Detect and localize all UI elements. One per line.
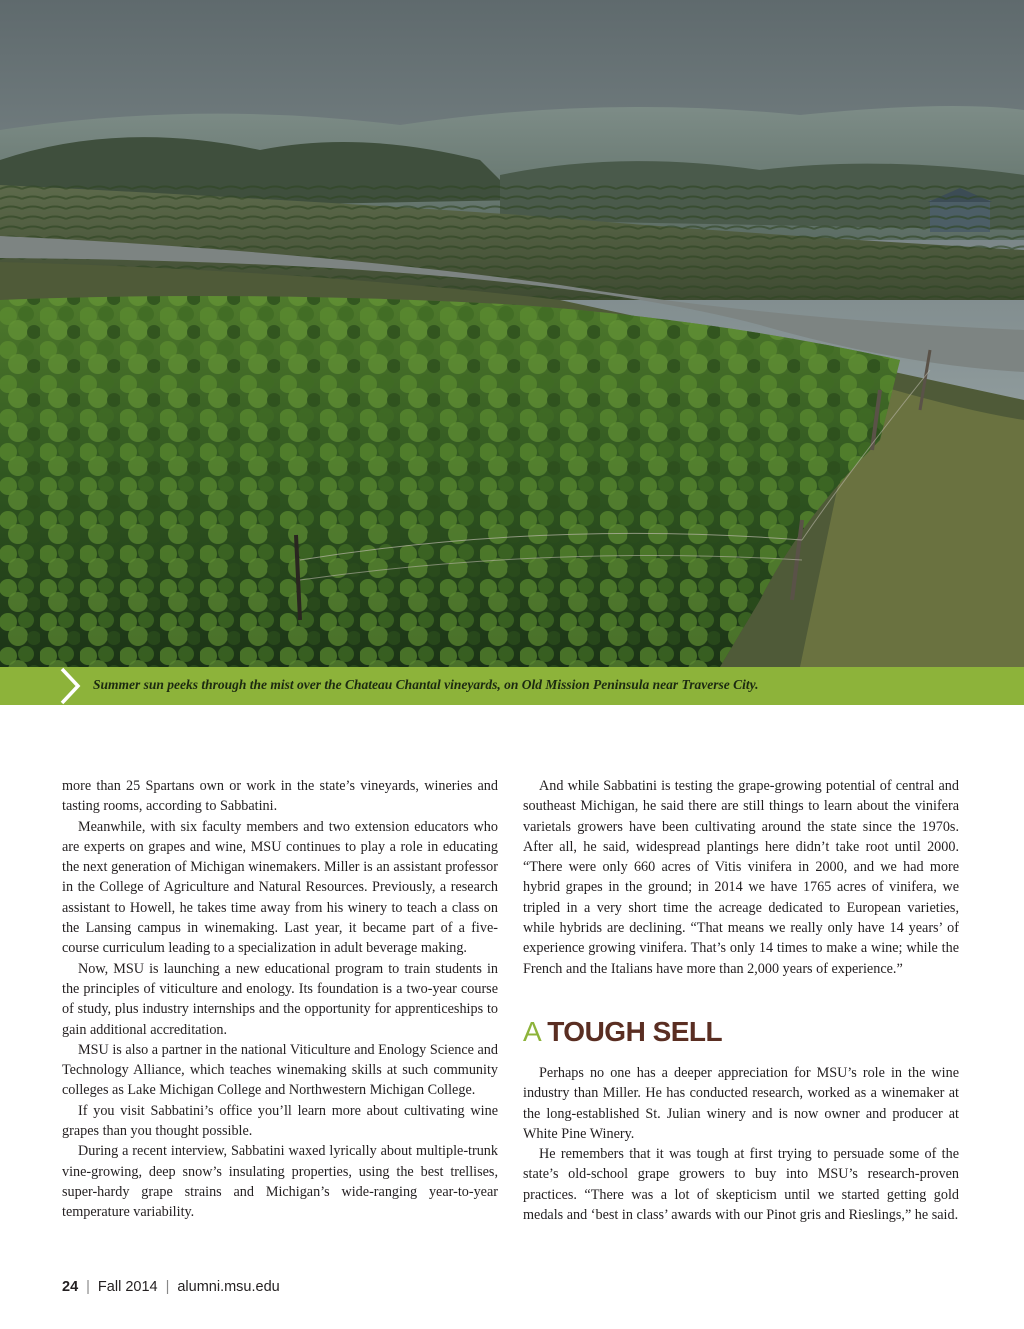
issue-label: Fall 2014 — [97, 1279, 158, 1295]
body-paragraph: And while Sabbatini is testing the grape-growing potential of central and southeast Michigan, he said there are still things to learn about the vinifera varietals growers have been cultivating around the state since the 1970s. After all, he said, widespread plantings here didn’t take root until 2000. “There were only 660 acres of Vitis vinifera in 2000, and we had more hybrid grapes in the ground; in 2014 we have 1765 acres of vinifera, we tripled in a very short time the acreage dedicated to European varieties, while hybrids are declining. “That means we really only have 14 years’ of experience growing vinifera. That’s only 14 times to make a wine; while the French and the Italians have more than 2,000 years of experience.” — [523, 778, 959, 977]
section-heading-article: A — [523, 1015, 542, 1047]
website-link[interactable]: alumni.msu.edu — [177, 1279, 280, 1295]
body-paragraph: He remembers that it was tough at first trying to persuade some of the state’s old-school grape growers to buy into MSU’s research-proven practices. “There was a lot of skepticism until we started getting gold medals and ‘best in class’ awards with our Pinot gris and Rieslings,” he said. — [523, 1146, 959, 1224]
body-paragraph: If you visit Sabbatini’s office you’ll learn more about cultivating wine grapes than you thought possible. — [62, 1102, 498, 1140]
chevron-right-icon — [60, 667, 84, 705]
right-column — [523, 776, 959, 1225]
footer-separator: | — [165, 1279, 170, 1295]
body-paragraph: MSU is also a partner in the national Viticulture and Enology Science and Technology Alliance, which teaches winemaking skills at such community colleges as Lake Michigan College and Northwestern Michigan College. — [62, 1041, 498, 1099]
body-paragraph: Perhaps no one has a deeper appreciation for MSU’s role in the wine industry than Miller. He has conducted research, worked as a winemaker at the long-established St. Julian winery and is now owner and producer at White Pine Winery. — [523, 1064, 959, 1142]
left-column — [62, 776, 498, 1223]
section-heading — [523, 1015, 959, 1049]
body-paragraph: Meanwhile, with six faculty members and two extension educators who are experts on grapes and wine, MSU continues to play a role in educating the next generation of Michigan winemakers. Miller is an assistant professor in the College of Agriculture and Natural Resources. Previously, a research assistant to Howell, he takes time away from his winery to teach a class on the Lansing campus in winemaking. Last year, it became part of a five-course curriculum leading to a specialization in adult beverage making. — [62, 818, 498, 957]
body-paragraph: Now, MSU is launching a new educational program to train students in the principles of viticulture and enology. Its foundation is a two-year course of study, plus industry internships and the opportunity for apprenticeships to gain additional accreditation. — [62, 960, 498, 1038]
section-heading-title: TOUGH SELL — [547, 1015, 723, 1047]
page-footer — [62, 1279, 280, 1295]
footer-separator: | — [86, 1279, 90, 1295]
body-paragraph: more than 25 Spartans own or work in the state’s vineyards, wineries and tasting rooms, according to Sabbatini. — [62, 778, 498, 815]
photo-caption: Summer sun peeks through the mist over the Chateau Chantal vineyards, on Old Mission Peninsula near Traverse City. — [93, 677, 759, 692]
page-number: 24 — [62, 1279, 79, 1295]
body-paragraph: During a recent interview, Sabbatini waxed lyrically about multiple-trunk vine-growing, deep snow’s insulating properties, using the best trellises, super-hardy grape strains and Michigan’s wide-ranging year-to-year temperature variability. — [62, 1143, 498, 1221]
caption-bar — [0, 667, 1024, 705]
